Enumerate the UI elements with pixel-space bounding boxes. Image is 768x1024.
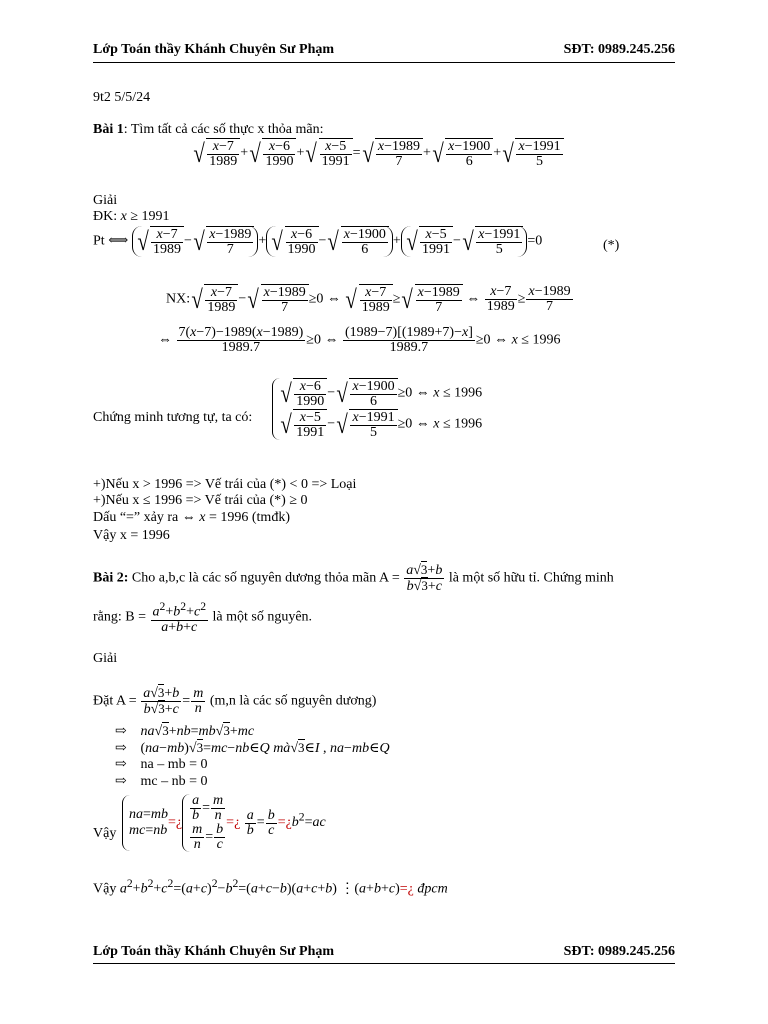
bai1-ctm-system: √ $\frac{x-6}{1990}$ −√ $\frac{x-1900}{6}$ ≥0 ⇔ x ≤ 1996 √ $\frac{x-5}{1991}$ −√ $\frac{x-1991}{5}$ ≥0 ⇔ x ≤ 1996 (272, 378, 482, 440)
bai1-nx-line: NX:√ $\frac{x-7}{1989}$ −√ $\frac{x-1989}{7}$ ≥0 ⇔ √ $\frac{x-7}{1989}$ ≥√ $\frac{x-1989}{7}$ ⇔ $\frac{x-7}{1989}$ ≥ $\frac{x-1989}{7}$ (166, 284, 571, 315)
dk-label: ĐK: (93, 209, 121, 224)
bai1-label: Bài 1 (93, 122, 124, 137)
pt-label: Pt (93, 233, 105, 249)
bai2-giai: Giải (93, 651, 118, 666)
bai2-vay-system: na=mb mc=nb =¿ $\frac{a}{b}$ = $\frac{m}{n}$ $\frac{m}{n}$ = $\frac{b}{c}$ =¿ $\frac{a}{b}$ = $\frac{b}{c}$ $=¿b^2=ac$ (122, 794, 326, 852)
bai2-text-a: Cho a,b,c là các số nguyên dương thỏa mãn A = (128, 570, 400, 586)
header-rule (93, 62, 675, 63)
bai1-text: : Tìm tất cả các số thực x thỏa mãn: (123, 122, 324, 137)
step3-text: na – mb = 0 (140, 757, 208, 772)
vay2-label: Vậy (93, 881, 117, 897)
bai2-step1: ⇨ na√3+nb=mb√3+mc (115, 723, 255, 739)
header-right: SĐT: 0989.245.256 (563, 42, 675, 57)
bai2-step3: ⇨ na – mb = 0 (115, 757, 208, 772)
case2-b: 1996 => Vế trái của (*) (154, 493, 286, 508)
bai2-vay-label: Vậy (93, 826, 117, 841)
bai2-text-d: là một số nguyên. (212, 609, 313, 625)
bai1-dk: ĐK: x ≥ 1991 (93, 209, 170, 224)
bai1-conclusion: Vậy x = 1996 (93, 528, 170, 543)
bai1-giai: Giải (93, 193, 118, 208)
page-footer (93, 944, 675, 960)
bai1-equality: Dấu “=” xảy ra ⇔ x = 1996 (tmđk) (93, 510, 290, 525)
header-left: Lớp Toán thầy Khánh Chuyên Sư Phạm (93, 42, 335, 57)
bai2-statement: Bài 2: Cho a,b,c là các số nguyên dương thỏa mãn A = $\frac{a√3+b}{b√3+c}$ là một số hữu tỉ. Chứng minh (93, 562, 614, 594)
bai1-pt-line: Pt ⟺ √ $\frac{x-7}{1989}$ −√ $\frac{x-1989}{7}$ + √ $\frac{x-6}{1990}$ −√ $\frac{x-1900}{6}$ + √ $\frac{x-5}{1991}$ −√ $\frac{x-1991}{5}$ =0 (93, 226, 543, 257)
bai1-title (93, 122, 324, 138)
page-header (93, 42, 675, 58)
dat-label: Đặt A = (93, 693, 137, 709)
bai2-text-b: là một số hữu tỉ. Chứng minh (448, 570, 614, 586)
bai2-dat-line: Đặt A = $\frac{a√3+b}{b√3+c}$ = $\frac{m}{n}$ (m,n là các số nguyên dương) (93, 685, 377, 717)
dau-b: (tmđk) (251, 510, 290, 525)
step4-text: mc – nb = 0 (140, 774, 208, 789)
nx-label: NX: (166, 291, 191, 307)
dat-note: (m,n là các số nguyên dương) (209, 693, 377, 709)
bai2-step2: ⇨ (na−mb)√3=mc−nb∈Q mà√3∈I , na−mb∈Q (115, 740, 390, 756)
bai1-case1: +)Nếu x > 1996 => Vế trái của (*) < 0 => Loại (93, 477, 357, 492)
bai2-final: Vậy $a^2+b^2+c^2=(a+c)^2-b^2=(a+c-b)(a+c+b)$ ⋮(a+b+c)=¿ đpcm (93, 877, 448, 897)
date-line: 9t2 5/5/24 (93, 90, 151, 105)
bai1-nx-line2: ⇔ $\frac{7(x-7)-1989(x-1989)}{1989.7}$ ≥0 ⇔ $\frac{(1989-7)[(1989+7)-x]}{1989.7}$ ≥0 ⇔ x ≤ 1996 (158, 325, 561, 355)
bai1-equation: √ $\frac{x-7}{1989}$ +√ $\frac{x-6}{1990}$ +√ $\frac{x-5}{1991}$ =√ $\frac{x-1989}{7}$ +√ $\frac{x-1900}{6}$ +√ $\frac{x-1991}{5}$ (192, 138, 564, 169)
bai2-step4: ⇨ mc – nb = 0 (115, 774, 208, 789)
bai2-label: Bài 2: (93, 570, 129, 586)
case2-a: +)Nếu x (93, 493, 140, 508)
bai2-text-c: rằng: B = (93, 609, 146, 625)
footer-rule (93, 963, 675, 964)
footer-right: SĐT: 0989.245.256 (563, 944, 675, 959)
dau-a: Dấu “=” xảy ra (93, 510, 179, 525)
bai2-statement-2: rằng: B = $\frac{a^2+b^2+c^2}{a+b+c}$ là một số nguyên. (93, 600, 313, 635)
bai1-ctm-label: Chứng minh tương tự, ta có: (93, 410, 253, 425)
bai1-case2: +)Nếu x ≤ 1996 => Vế trái của (*) ≥ 0 (93, 493, 308, 508)
star-label: (*) (603, 238, 620, 253)
footer-left: Lớp Toán thầy Khánh Chuyên Sư Phạm (93, 944, 335, 959)
